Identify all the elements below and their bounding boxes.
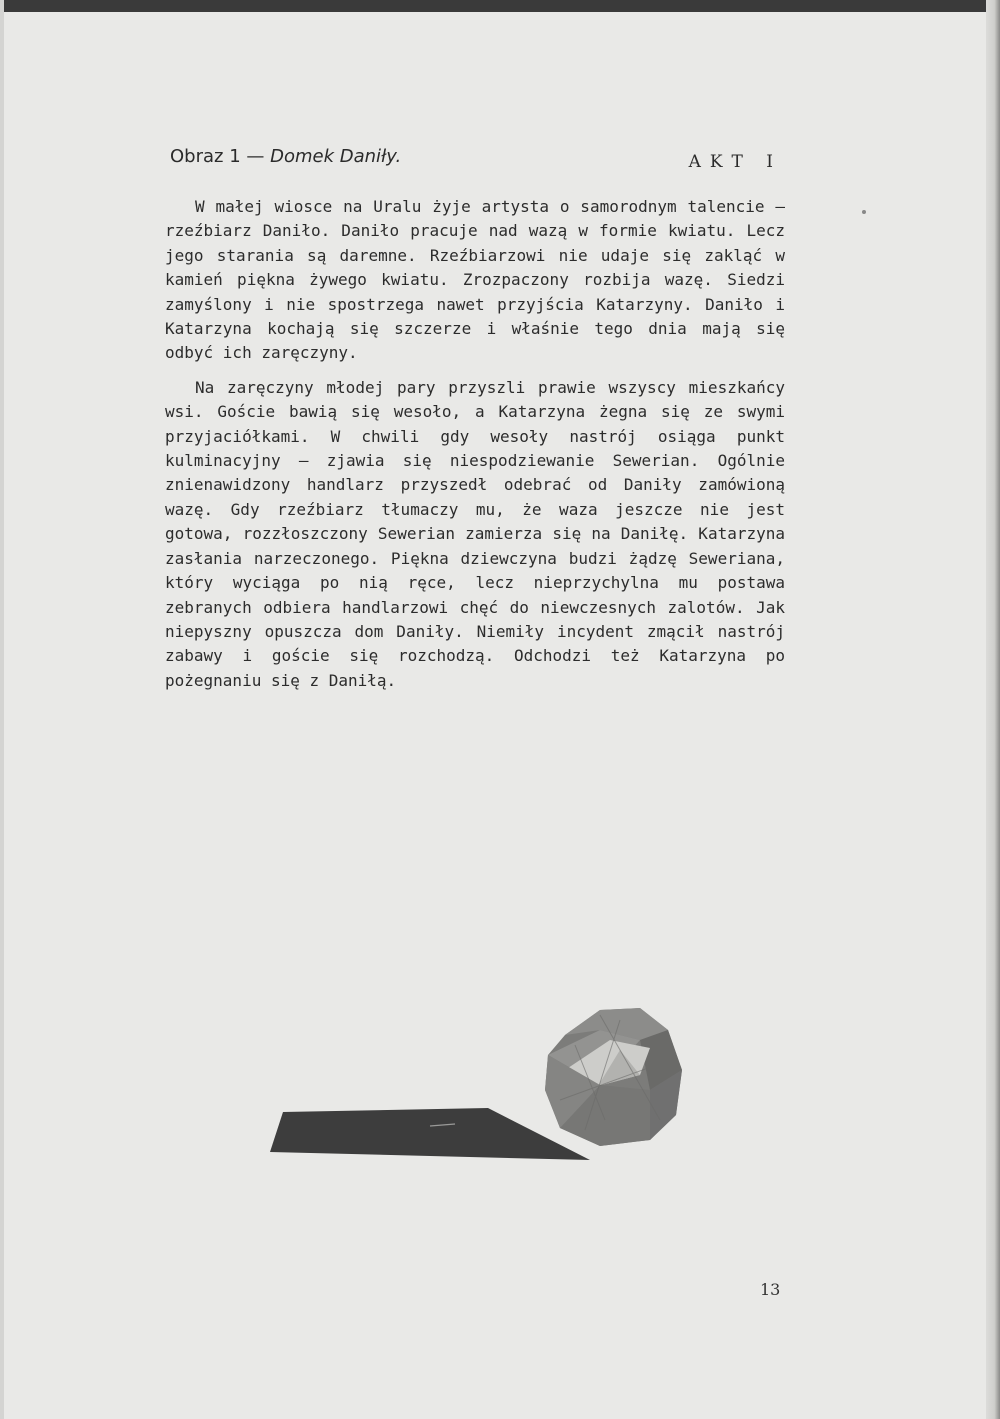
chisel-blade-icon xyxy=(270,1108,590,1160)
scan-top-border xyxy=(0,0,1000,12)
page-number: 13 xyxy=(760,1280,781,1299)
paragraph-2: Na zaręczyny młodej pary przyszli prawie wszyscy mieszkańcy wsi. Goście bawią się wesoło, a Katarzyna żegna się ze swymi przyjaciółkami. W chwili gdy wesoły nastrój osiąga punkt kulminacyjny — zjawia się niespodziewanie Sewerian. Ogólnie znienawidzony handlarz przyszedł odebrać od Daniły zamówioną wazę. Gdy rzeźbiarz tłumaczy mu, że waza jeszcze nie jest gotowa, rozzłoszczony Sewerian zamierza się na Daniłę. Katarzyna zasłania narzeczonego. Piękna dziewczyna budzi żądzę Seweriana, który wyciąga po nią ręce, lecz nieprzychylna mu postawa zebranych odbiera handlarzowi chęć do niewczesnych zalotów. Jak niepyszny opuszcza dom Daniły. Niemiły incydent zmącił nastrój zabawy i goście się rozchodzą. Odchodzi też Katarzyna po pożegnaniu się z Daniłą. xyxy=(165,377,785,690)
act-label: AKT I xyxy=(688,152,782,172)
scan-left-border xyxy=(0,0,4,1419)
scene-heading xyxy=(170,146,401,167)
synopsis-text xyxy=(165,195,785,693)
speck xyxy=(862,210,866,214)
carved-stone-icon xyxy=(545,1008,682,1146)
paragraph-1: W małej wiosce na Uralu żyje artysta o samorodnym talencie — rzeźbiarz Daniło. Daniło pracuje nad wazą w formie kwiatu. Lecz jego starania są daremne. Rzeźbiarzowi nie udaje się zakląć w kamień piękna żywego kwiatu. Zrozpaczony rozbija wazę. Siedzi zamyślony i nie spostrzega nawet przyjścia Katarzyny. Daniło i Katarzyna kochają się szczerze i właśnie tego dnia mają się odbyć ich zaręczyny. xyxy=(165,197,785,363)
scene-prefix: Obraz 1 — xyxy=(170,146,271,167)
page-header xyxy=(170,140,782,170)
scene-title: Domek Daniły. xyxy=(270,146,402,167)
scan-right-border xyxy=(986,0,1000,1419)
